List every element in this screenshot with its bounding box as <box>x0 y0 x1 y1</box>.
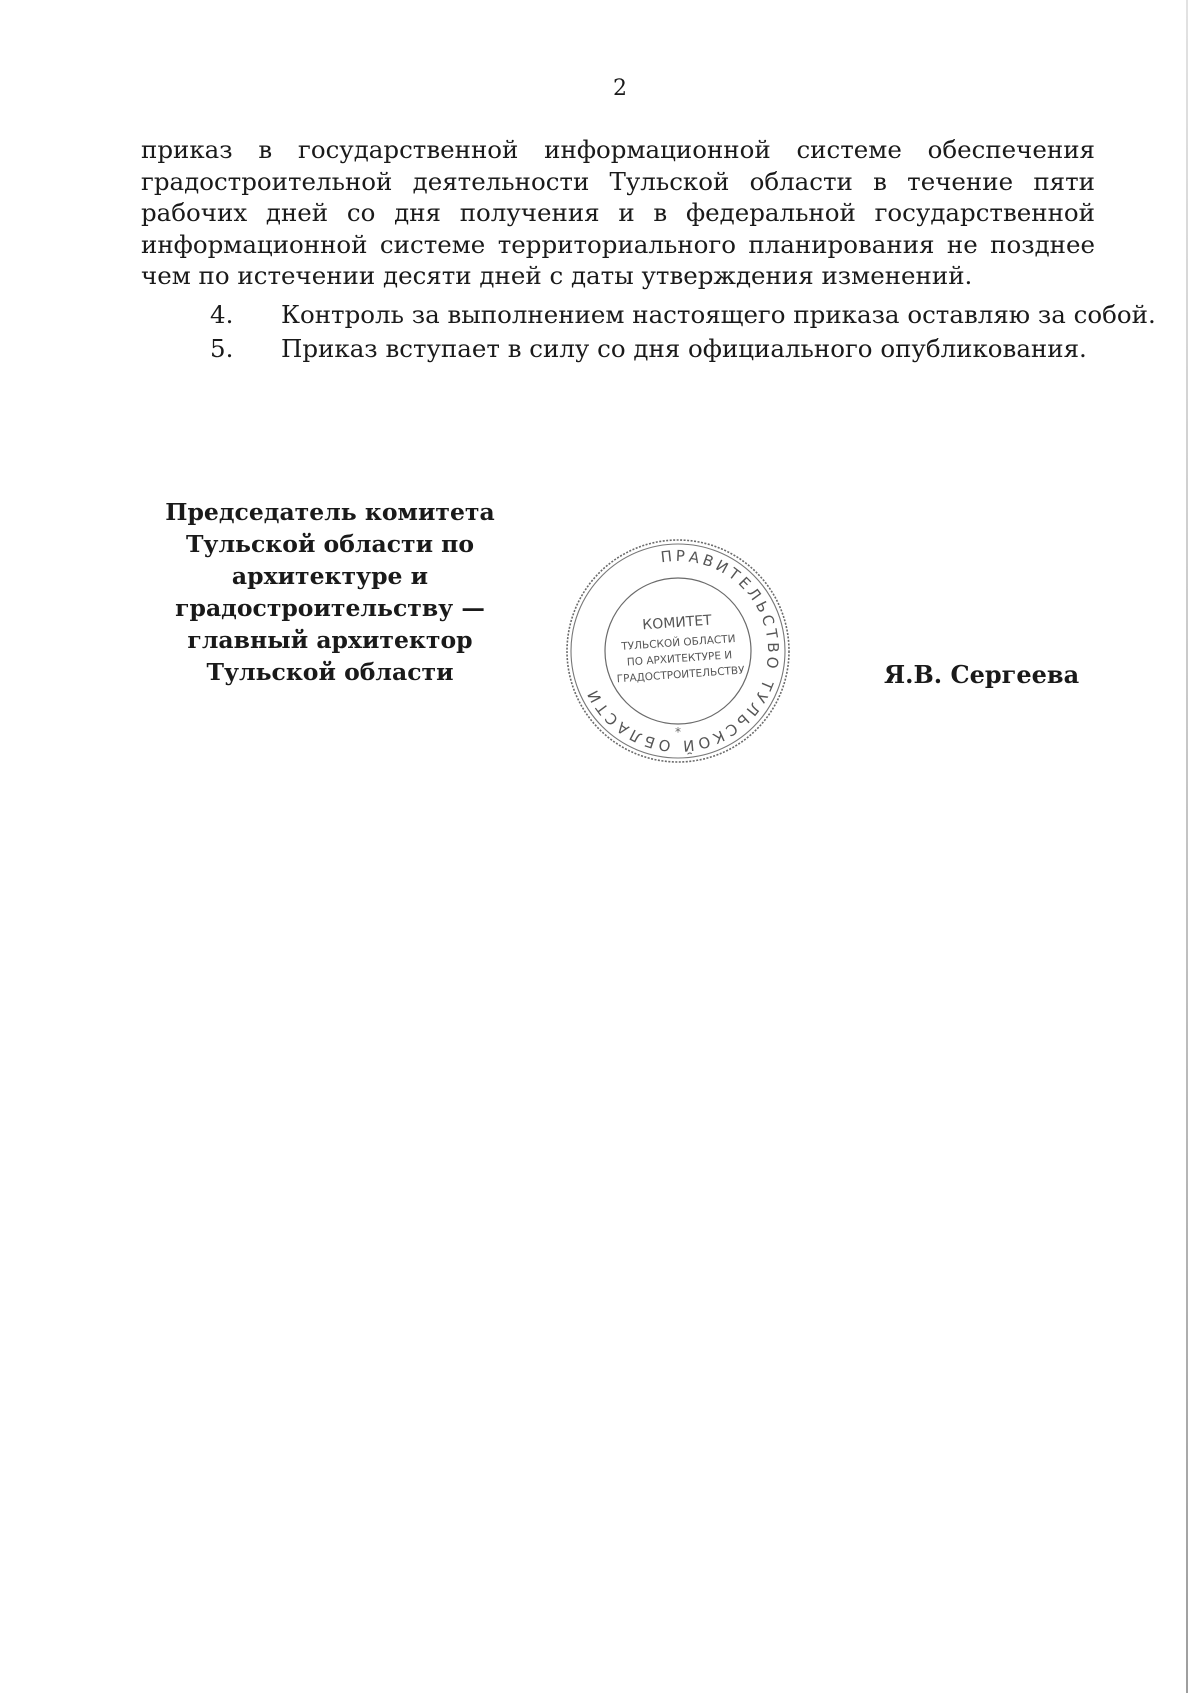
stamp-star: * <box>675 725 681 739</box>
stamp-inner-line: ТУЛЬСКОЙ ОБЛАСТИ <box>621 632 736 653</box>
list-item-text: Приказ вступает в силу со дня официального опубликования. <box>281 334 1087 363</box>
scan-edge-line <box>1186 0 1188 1693</box>
stamp-inner-line: ГРАДОСТРОИТЕЛЬСТВУ <box>616 664 745 686</box>
signer-title-line: Председатель комитета <box>165 498 495 526</box>
stamp-outer-text-path: ПРАВИТЕЛЬСТВО ТУЛЬСКОЙ ОБЛАСТИ <box>582 546 783 756</box>
stamp-inner-line: КОМИТЕТ <box>641 612 713 634</box>
list-item-number: 5. <box>210 334 234 363</box>
body-paragraph: приказ в государственной информационной системе обеспечения градостроительной деятельности Тульской области в течение пяти рабочих дней со дня получения и в федеральной государственной информационной системе территориального планирования не позднее чем по истечении десяти дней с даты утверждения изменений. <box>141 135 1095 290</box>
official-stamp <box>563 536 793 766</box>
signer-title-line: Тульской области по <box>185 530 475 558</box>
signer-title-line: архитектуре и <box>231 562 429 590</box>
list-item-text: Контроль за выполнением настоящего приказа оставляю за собой. <box>281 300 1156 329</box>
page-number: 2 <box>613 76 627 101</box>
signer-title-line: градостроительству — <box>175 594 485 622</box>
signer-name: Я.В. Сергеева <box>884 660 1080 689</box>
signer-title-line: главный архитектор <box>187 626 473 654</box>
signer-title-line: Тульской области <box>206 658 454 686</box>
list-item-number: 4. <box>210 300 234 329</box>
signer-title <box>165 496 495 688</box>
stamp-inner-line: ПО АРХИТЕКТУРЕ И <box>626 649 733 669</box>
